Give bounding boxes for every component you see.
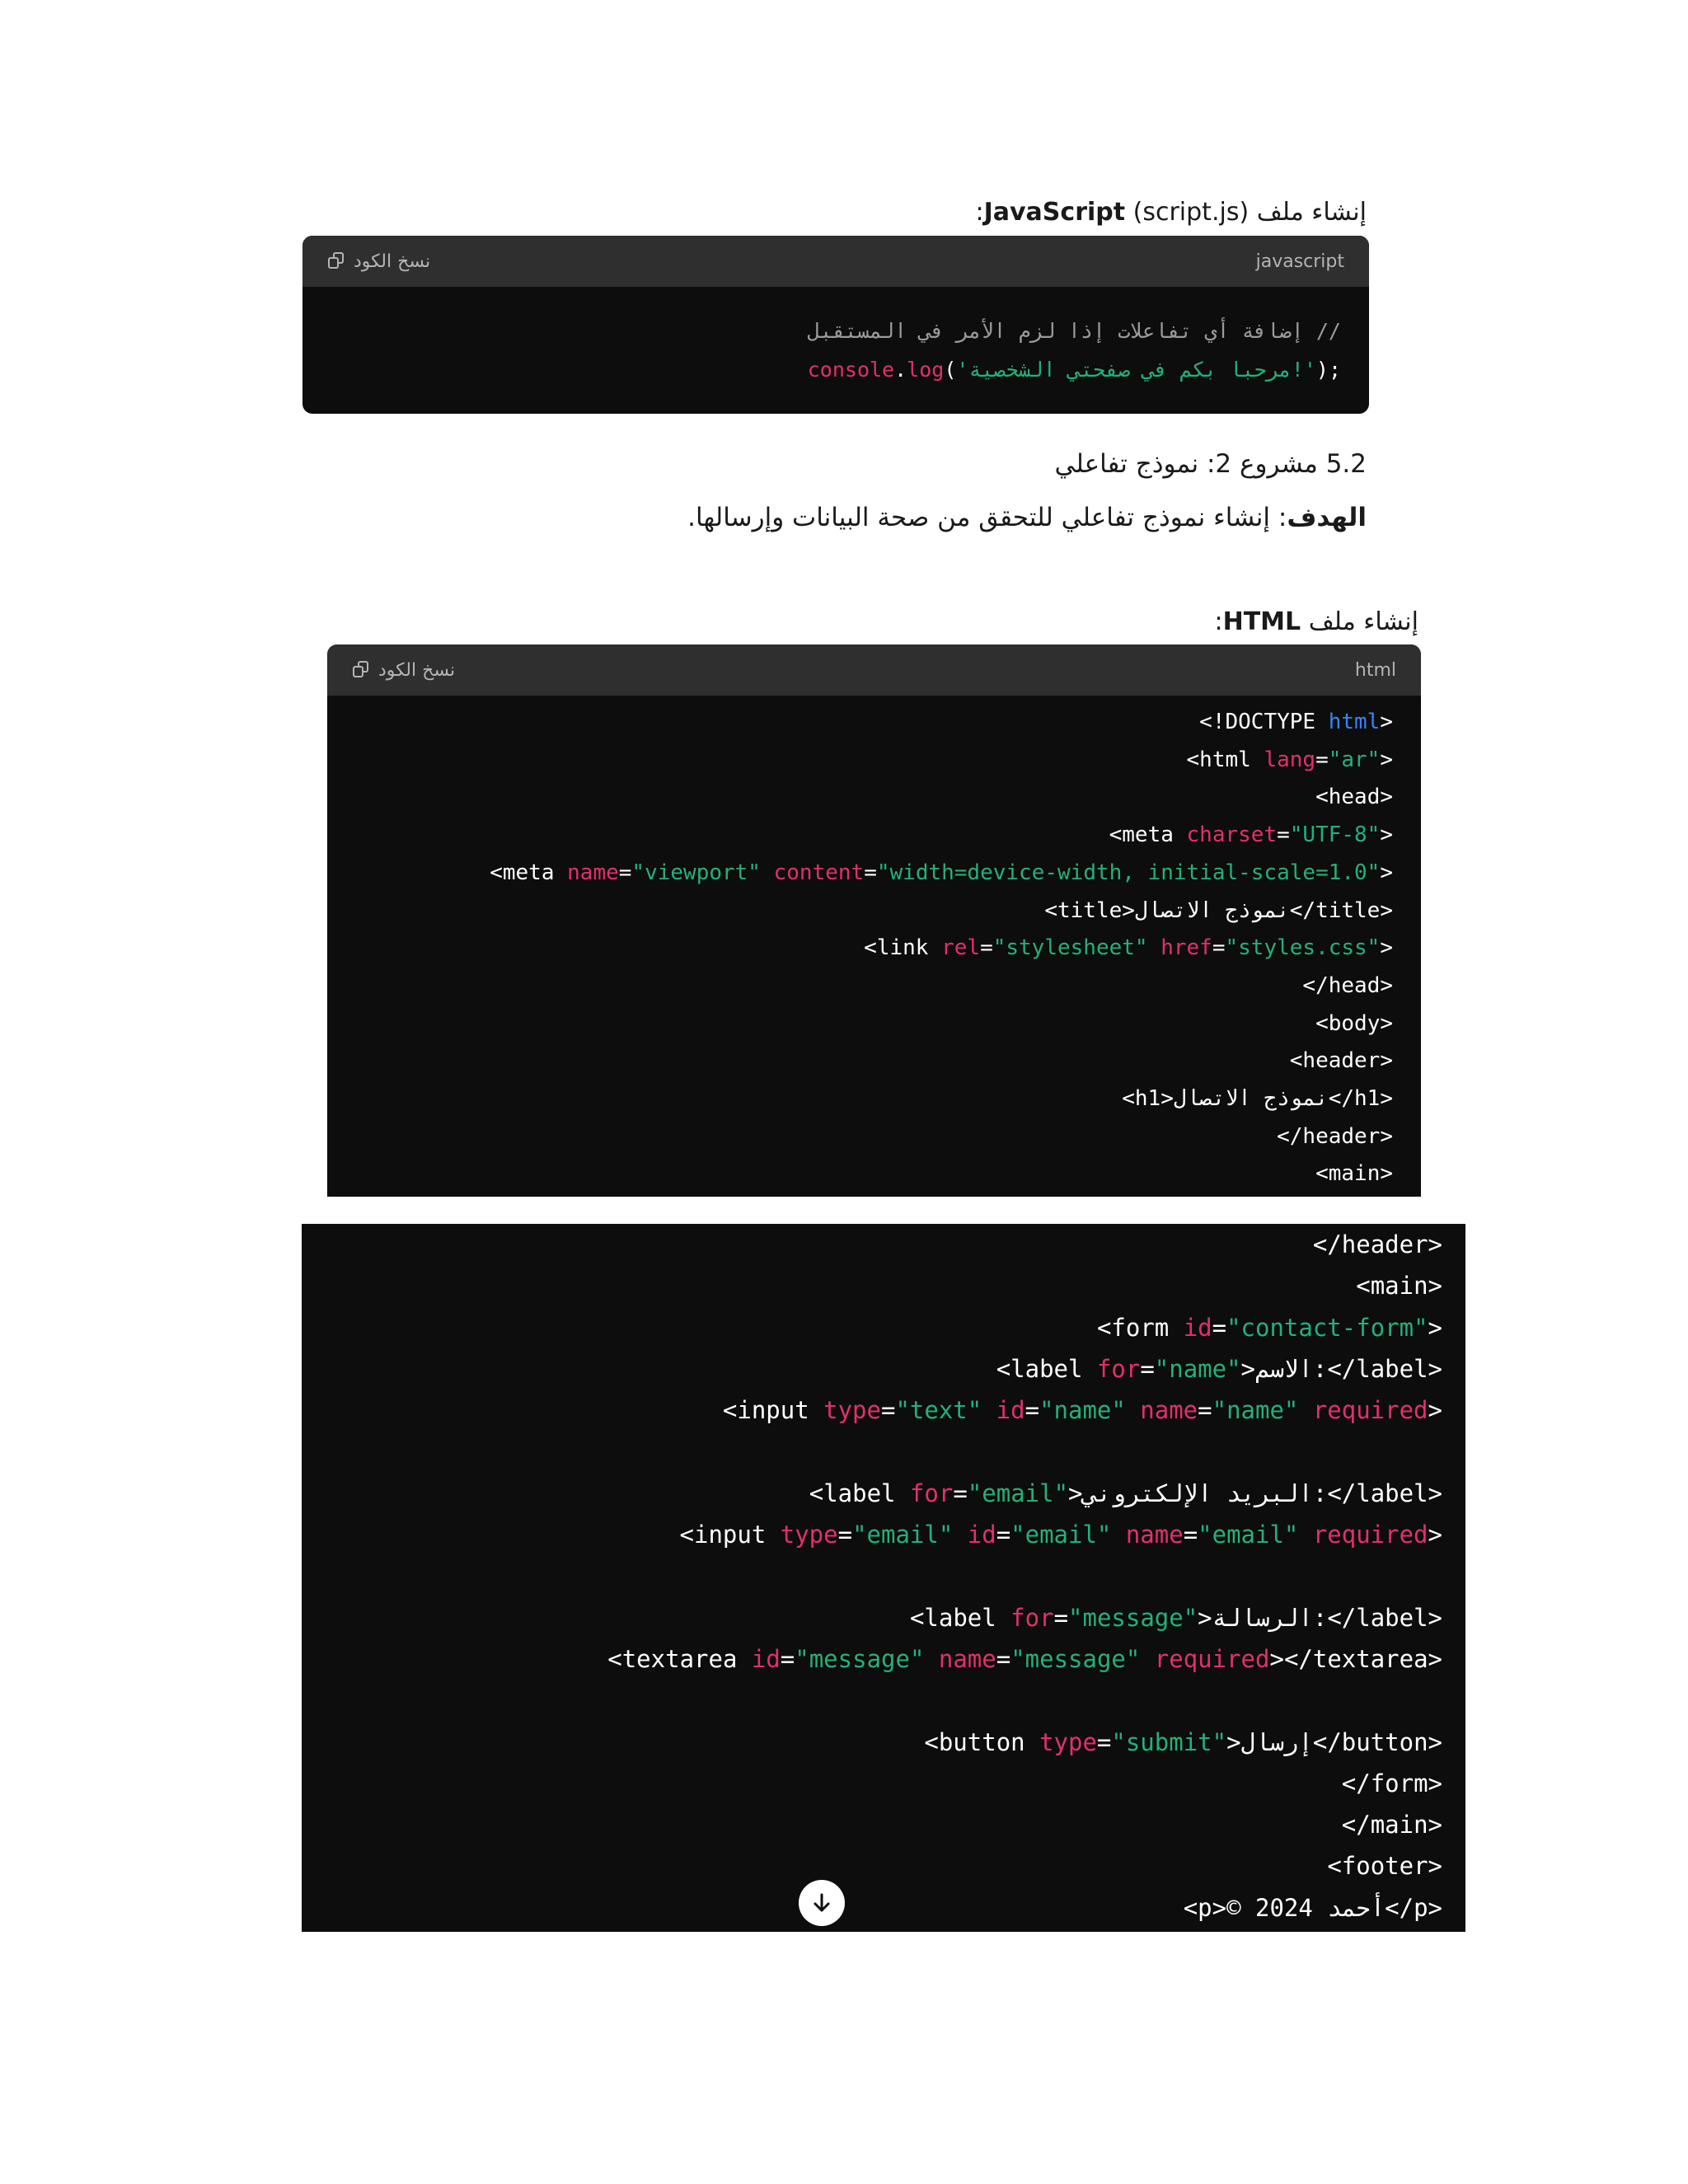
- code-token: "email": [967, 1479, 1069, 1507]
- code-token: "email": [1010, 1521, 1112, 1549]
- code-token: >الاسم:</label>: [1240, 1354, 1442, 1383]
- code-token: >: [1380, 710, 1393, 734]
- code-line: [327, 1005, 1393, 1043]
- code-token: <head>: [1315, 785, 1393, 810]
- code-token: <label: [909, 1603, 1011, 1632]
- code-token: [1298, 1396, 1312, 1424]
- code-token: [924, 1645, 938, 1673]
- code-line: [302, 1473, 1442, 1514]
- code-token: ></textarea>: [1269, 1644, 1442, 1673]
- code-token: id: [751, 1644, 781, 1673]
- code-token: [1126, 1396, 1140, 1424]
- code-token: html: [1328, 710, 1381, 734]
- code-token: </header>: [1312, 1230, 1442, 1258]
- code-line: [302, 350, 1341, 389]
- heading-bold: JavaScript: [983, 198, 1126, 227]
- code-line: [302, 1431, 1442, 1472]
- code-line: [302, 1887, 1442, 1929]
- code-token: "name": [1154, 1354, 1241, 1383]
- code-line: [327, 930, 1393, 968]
- code-token: >: [1380, 823, 1393, 848]
- code-line: [302, 1224, 1442, 1265]
- code-token: <footer>: [1327, 1852, 1442, 1881]
- code-token: =: [880, 1396, 896, 1425]
- code-token: type: [1039, 1727, 1097, 1756]
- code-block-header: [327, 644, 1421, 696]
- code-token: <!DOCTYPE: [1199, 710, 1329, 734]
- code-token: [1148, 935, 1161, 960]
- code-token: <main>: [1315, 1161, 1393, 1187]
- heading-pre: إنشاء ملف: [1256, 198, 1367, 227]
- code-token: >: [1380, 747, 1393, 772]
- code-token: [1140, 1645, 1154, 1673]
- heading-bold: HTML: [1222, 607, 1301, 636]
- code-token: =: [1212, 935, 1226, 961]
- code-line: [302, 1307, 1442, 1348]
- code-line: [302, 1265, 1442, 1306]
- code-content: [327, 696, 1421, 1193]
- code-content: [302, 1224, 1465, 1929]
- code-token: "name": [1212, 1396, 1299, 1425]
- code-token: "name": [1039, 1396, 1126, 1425]
- code-token: id: [996, 1396, 1025, 1425]
- code-token: log: [907, 358, 945, 382]
- code-token: [1111, 1521, 1125, 1549]
- code-line: [327, 704, 1393, 742]
- code-token: "message": [795, 1644, 925, 1673]
- code-token: content: [773, 860, 865, 885]
- code-token: >: [1428, 1396, 1442, 1425]
- code-token: for: [909, 1479, 954, 1507]
- code-token: =: [1053, 1603, 1069, 1632]
- code-token: <p>© 2024 أحمد</p>: [1183, 1893, 1442, 1922]
- code-line: [302, 1638, 1442, 1680]
- code-token: type: [823, 1396, 881, 1425]
- code-line: [327, 1043, 1393, 1080]
- code-token: "UTF-8": [1289, 823, 1381, 848]
- code-token: <html: [1186, 747, 1264, 772]
- copy-icon: [327, 252, 345, 270]
- code-token: id: [1183, 1313, 1212, 1342]
- code-token: =: [953, 1479, 968, 1507]
- code-token: =: [1212, 1313, 1227, 1342]
- project-title-text: 5.2 مشروع 2: نموذج تفاعلي: [1054, 449, 1367, 479]
- code-line: [327, 779, 1393, 817]
- code-token: "stylesheet": [992, 935, 1148, 961]
- code-token: </head>: [1302, 972, 1393, 998]
- html-file-heading: [1215, 607, 1419, 636]
- code-token: </header>: [1277, 1123, 1393, 1149]
- code-token: >الرسالة:</label>: [1198, 1603, 1442, 1632]
- code-token: "email": [852, 1521, 954, 1549]
- code-token: rel: [941, 935, 981, 961]
- code-token: // إضافة أي تفاعلات إذا لزم الأمر في المستقبل: [807, 319, 1341, 343]
- code-token: required: [1312, 1521, 1428, 1549]
- code-token: =: [1140, 1354, 1155, 1383]
- code-line: [327, 817, 1393, 855]
- code-line: [327, 1080, 1393, 1118]
- code-token: "email": [1198, 1521, 1299, 1549]
- code-token: =: [980, 935, 993, 961]
- code-token: =: [1096, 1727, 1112, 1756]
- code-line: [302, 1597, 1442, 1638]
- code-token: <header>: [1289, 1048, 1393, 1074]
- code-token: [761, 860, 774, 885]
- code-token: >: [1428, 1313, 1442, 1342]
- code-token: type: [780, 1521, 838, 1549]
- code-token: [953, 1521, 967, 1549]
- code-line: [302, 1348, 1442, 1390]
- code-token: </form>: [1341, 1769, 1442, 1797]
- code-token: <textarea: [607, 1644, 752, 1673]
- code-content: [302, 287, 1369, 389]
- code-line: [302, 1722, 1442, 1763]
- goal-label: الهدف: [1287, 503, 1367, 532]
- code-token: "contact-form": [1226, 1313, 1428, 1342]
- code-line: [327, 742, 1393, 780]
- language-label: javascript: [1255, 251, 1344, 272]
- code-token: for: [1010, 1603, 1054, 1632]
- code-token: "text": [895, 1396, 982, 1425]
- code-token: <input: [722, 1396, 824, 1425]
- code-token: href: [1160, 935, 1212, 961]
- code-token: </main>: [1341, 1811, 1442, 1840]
- code-token: >: [1380, 860, 1393, 885]
- code-line: [302, 1845, 1442, 1886]
- code-line: [327, 1155, 1393, 1193]
- code-token: (: [944, 358, 957, 382]
- goal-text: : إنشاء نموذج تفاعلي للتحقق من صحة البيانات وإرسالها.: [687, 503, 1287, 532]
- code-line: [327, 968, 1393, 1005]
- code-token: [1298, 1521, 1312, 1549]
- code-token: >: [1380, 935, 1393, 961]
- code-token: for: [1096, 1354, 1141, 1383]
- code-token: <meta: [1109, 823, 1187, 848]
- code-token: "width=device-width, initial-scale=1.0": [876, 860, 1381, 885]
- code-token: required: [1154, 1644, 1270, 1673]
- code-token: =: [864, 860, 877, 885]
- code-token: =: [1198, 1396, 1212, 1425]
- heading-post: :: [1214, 607, 1223, 636]
- code-token: console: [807, 358, 895, 382]
- code-token: "message": [1010, 1644, 1141, 1673]
- code-line: [302, 1514, 1442, 1555]
- js-code-block: [302, 236, 1369, 414]
- code-line: [302, 312, 1341, 350]
- code-token: >: [1428, 1521, 1442, 1549]
- copy-label: نسخ الكود: [354, 251, 431, 272]
- code-token: name: [1125, 1521, 1184, 1549]
- code-line: [302, 1555, 1442, 1596]
- js-file-heading: [975, 198, 1367, 227]
- arrow-down-icon: [809, 1891, 834, 1915]
- code-token: lang: [1264, 747, 1316, 772]
- project-title: [1055, 449, 1367, 479]
- code-token: <link: [864, 935, 942, 961]
- code-token: <label: [809, 1479, 910, 1507]
- code-token: "viewport": [631, 860, 761, 885]
- code-token: =: [618, 860, 632, 885]
- code-token: >إرسال</button>: [1226, 1727, 1442, 1756]
- language-label: html: [1354, 659, 1396, 681]
- code-token: 'مرحبا بكم في صفحتي الشخصية!': [956, 358, 1316, 382]
- code-token: =: [996, 1644, 1011, 1673]
- code-token: "submit": [1111, 1727, 1227, 1756]
- code-line: [302, 1390, 1442, 1431]
- code-token: <meta: [490, 860, 568, 885]
- code-token: =: [1315, 747, 1329, 772]
- code-token: id: [967, 1521, 996, 1549]
- code-token: <h1>نموذج الاتصال</h1>: [1122, 1086, 1393, 1112]
- code-line: [327, 1118, 1393, 1156]
- code-line: [327, 855, 1393, 893]
- project-goal: [687, 503, 1367, 532]
- html-code-block: [327, 644, 1421, 1197]
- code-block-header: [302, 236, 1369, 287]
- code-line: [302, 1680, 1442, 1721]
- code-token: =: [1277, 823, 1290, 848]
- code-token: <button: [924, 1727, 1040, 1756]
- code-token: "styles.css": [1225, 935, 1381, 961]
- code-token: <body>: [1315, 1010, 1393, 1036]
- code-token: <label: [996, 1354, 1097, 1383]
- code-token: =: [780, 1644, 795, 1673]
- copy-label: نسخ الكود: [378, 659, 456, 681]
- code-token: "message": [1068, 1603, 1198, 1632]
- code-token: .: [894, 358, 907, 382]
- copy-code-button[interactable]: [352, 660, 455, 681]
- code-token: name: [1140, 1396, 1198, 1425]
- scroll-down-button[interactable]: [799, 1880, 845, 1926]
- heading-post: (script.js):: [975, 198, 1250, 227]
- copy-icon: [352, 661, 370, 679]
- code-token: =: [996, 1521, 1011, 1549]
- code-token: <input: [679, 1521, 781, 1549]
- code-token: <main>: [1356, 1272, 1442, 1301]
- code-token: <form: [1096, 1313, 1184, 1342]
- copy-code-button[interactable]: [327, 251, 430, 272]
- code-token: =: [1183, 1521, 1198, 1549]
- code-line: [302, 1804, 1442, 1845]
- code-token: name: [938, 1644, 996, 1673]
- code-token: );: [1315, 358, 1341, 382]
- code-token: [982, 1396, 996, 1424]
- heading-pre: إنشاء ملف: [1308, 607, 1418, 636]
- code-line: [327, 893, 1393, 930]
- code-token: "ar": [1328, 747, 1381, 772]
- code-token: required: [1312, 1396, 1428, 1425]
- code-token: =: [1025, 1396, 1040, 1425]
- code-token: <title>نموذج الاتصال</title>: [1044, 898, 1393, 923]
- code-token: charset: [1186, 823, 1278, 848]
- html-code-continued: [302, 1224, 1465, 1932]
- code-token: =: [837, 1521, 853, 1549]
- code-token: >البريد الإلكتروني:</label>: [1068, 1479, 1442, 1507]
- code-token: name: [567, 860, 619, 885]
- code-line: [302, 1763, 1442, 1804]
